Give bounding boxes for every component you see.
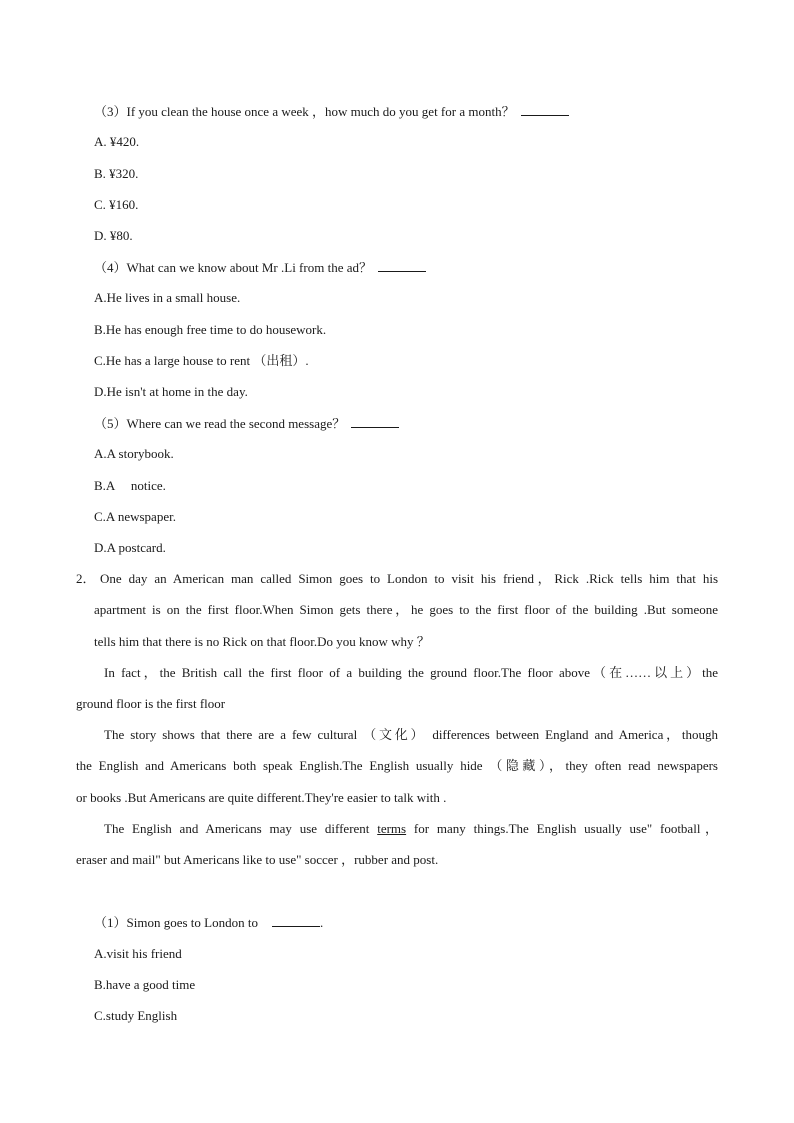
passage-line: In fact，the British call the first floor of a building the ground floor.The floor above（在……以上）the [104, 665, 718, 680]
answer-blank[interactable] [521, 103, 569, 116]
question-4-stem: （4）What can we know about Mr .Li from the ad？ [94, 259, 426, 276]
passage-line: tells him that there is no Rick on that floor.Do you know why ？ [94, 634, 430, 649]
q4-option-b: B.He has enough free time to do housework. [94, 322, 327, 337]
passage-line: apartment is on the first floor.When Simon gets there，he goes to the first floor of the building .But someone [94, 602, 718, 617]
passage-line: ground floor is the first floor [76, 696, 226, 711]
q3-option-c: C. ¥160. [94, 197, 139, 212]
q3-option-b: B. ¥320. [94, 166, 139, 181]
answer-blank[interactable] [272, 914, 320, 927]
underlined-term: terms [377, 821, 407, 836]
passage-line: The story shows that there are a few cultural （文化） differences between England and America，though [104, 727, 718, 742]
passage-line: eraser and mail" but Americans like to use" soccer ，rubber and post. [76, 852, 439, 867]
q5-option-c: C.A newspaper. [94, 509, 176, 524]
q5-option-d: D.A postcard. [94, 540, 166, 555]
question-2-1-stem: （1）Simon goes to London to . [94, 915, 324, 930]
q3-option-a: A. ¥420. [94, 134, 140, 149]
q2-1-option-a: A.visit his friend [94, 946, 182, 961]
question-5-stem: （5）Where can we read the second message？ [94, 415, 399, 432]
q2-1-option-b: B.have a good time [94, 977, 196, 992]
passage-line: One day an American man called Simon goes to London to visit his friend，Rick .Rick tells him that his [100, 571, 718, 586]
passage-line: The English and Americans may use different terms for many things.The English usually use" football， [104, 821, 718, 836]
q5-option-b: B.A notice. [94, 478, 166, 493]
passage-line: or books .But Americans are quite different.They're easier to talk with . [76, 790, 447, 805]
passage-line: the English and Americans both speak English.The English usually hide （隐藏），they often read newspapers [76, 758, 718, 773]
q4-option-d: D.He isn't at home in the day. [94, 384, 248, 399]
question-3-stem: （3）If you clean the house once a week ，how much do you get for a month？ [94, 103, 569, 120]
q2-1-option-c: C.study English [94, 1008, 178, 1023]
passage-2-number: 2． [76, 571, 96, 586]
answer-blank[interactable] [378, 259, 426, 272]
q5-option-a: A.A storybook. [94, 446, 174, 461]
q4-option-c: C.He has a large house to rent （出租）. [94, 353, 309, 368]
answer-blank[interactable] [351, 415, 399, 428]
q4-option-a: A.He lives in a small house. [94, 290, 241, 305]
q3-option-d: D. ¥80. [94, 228, 133, 243]
